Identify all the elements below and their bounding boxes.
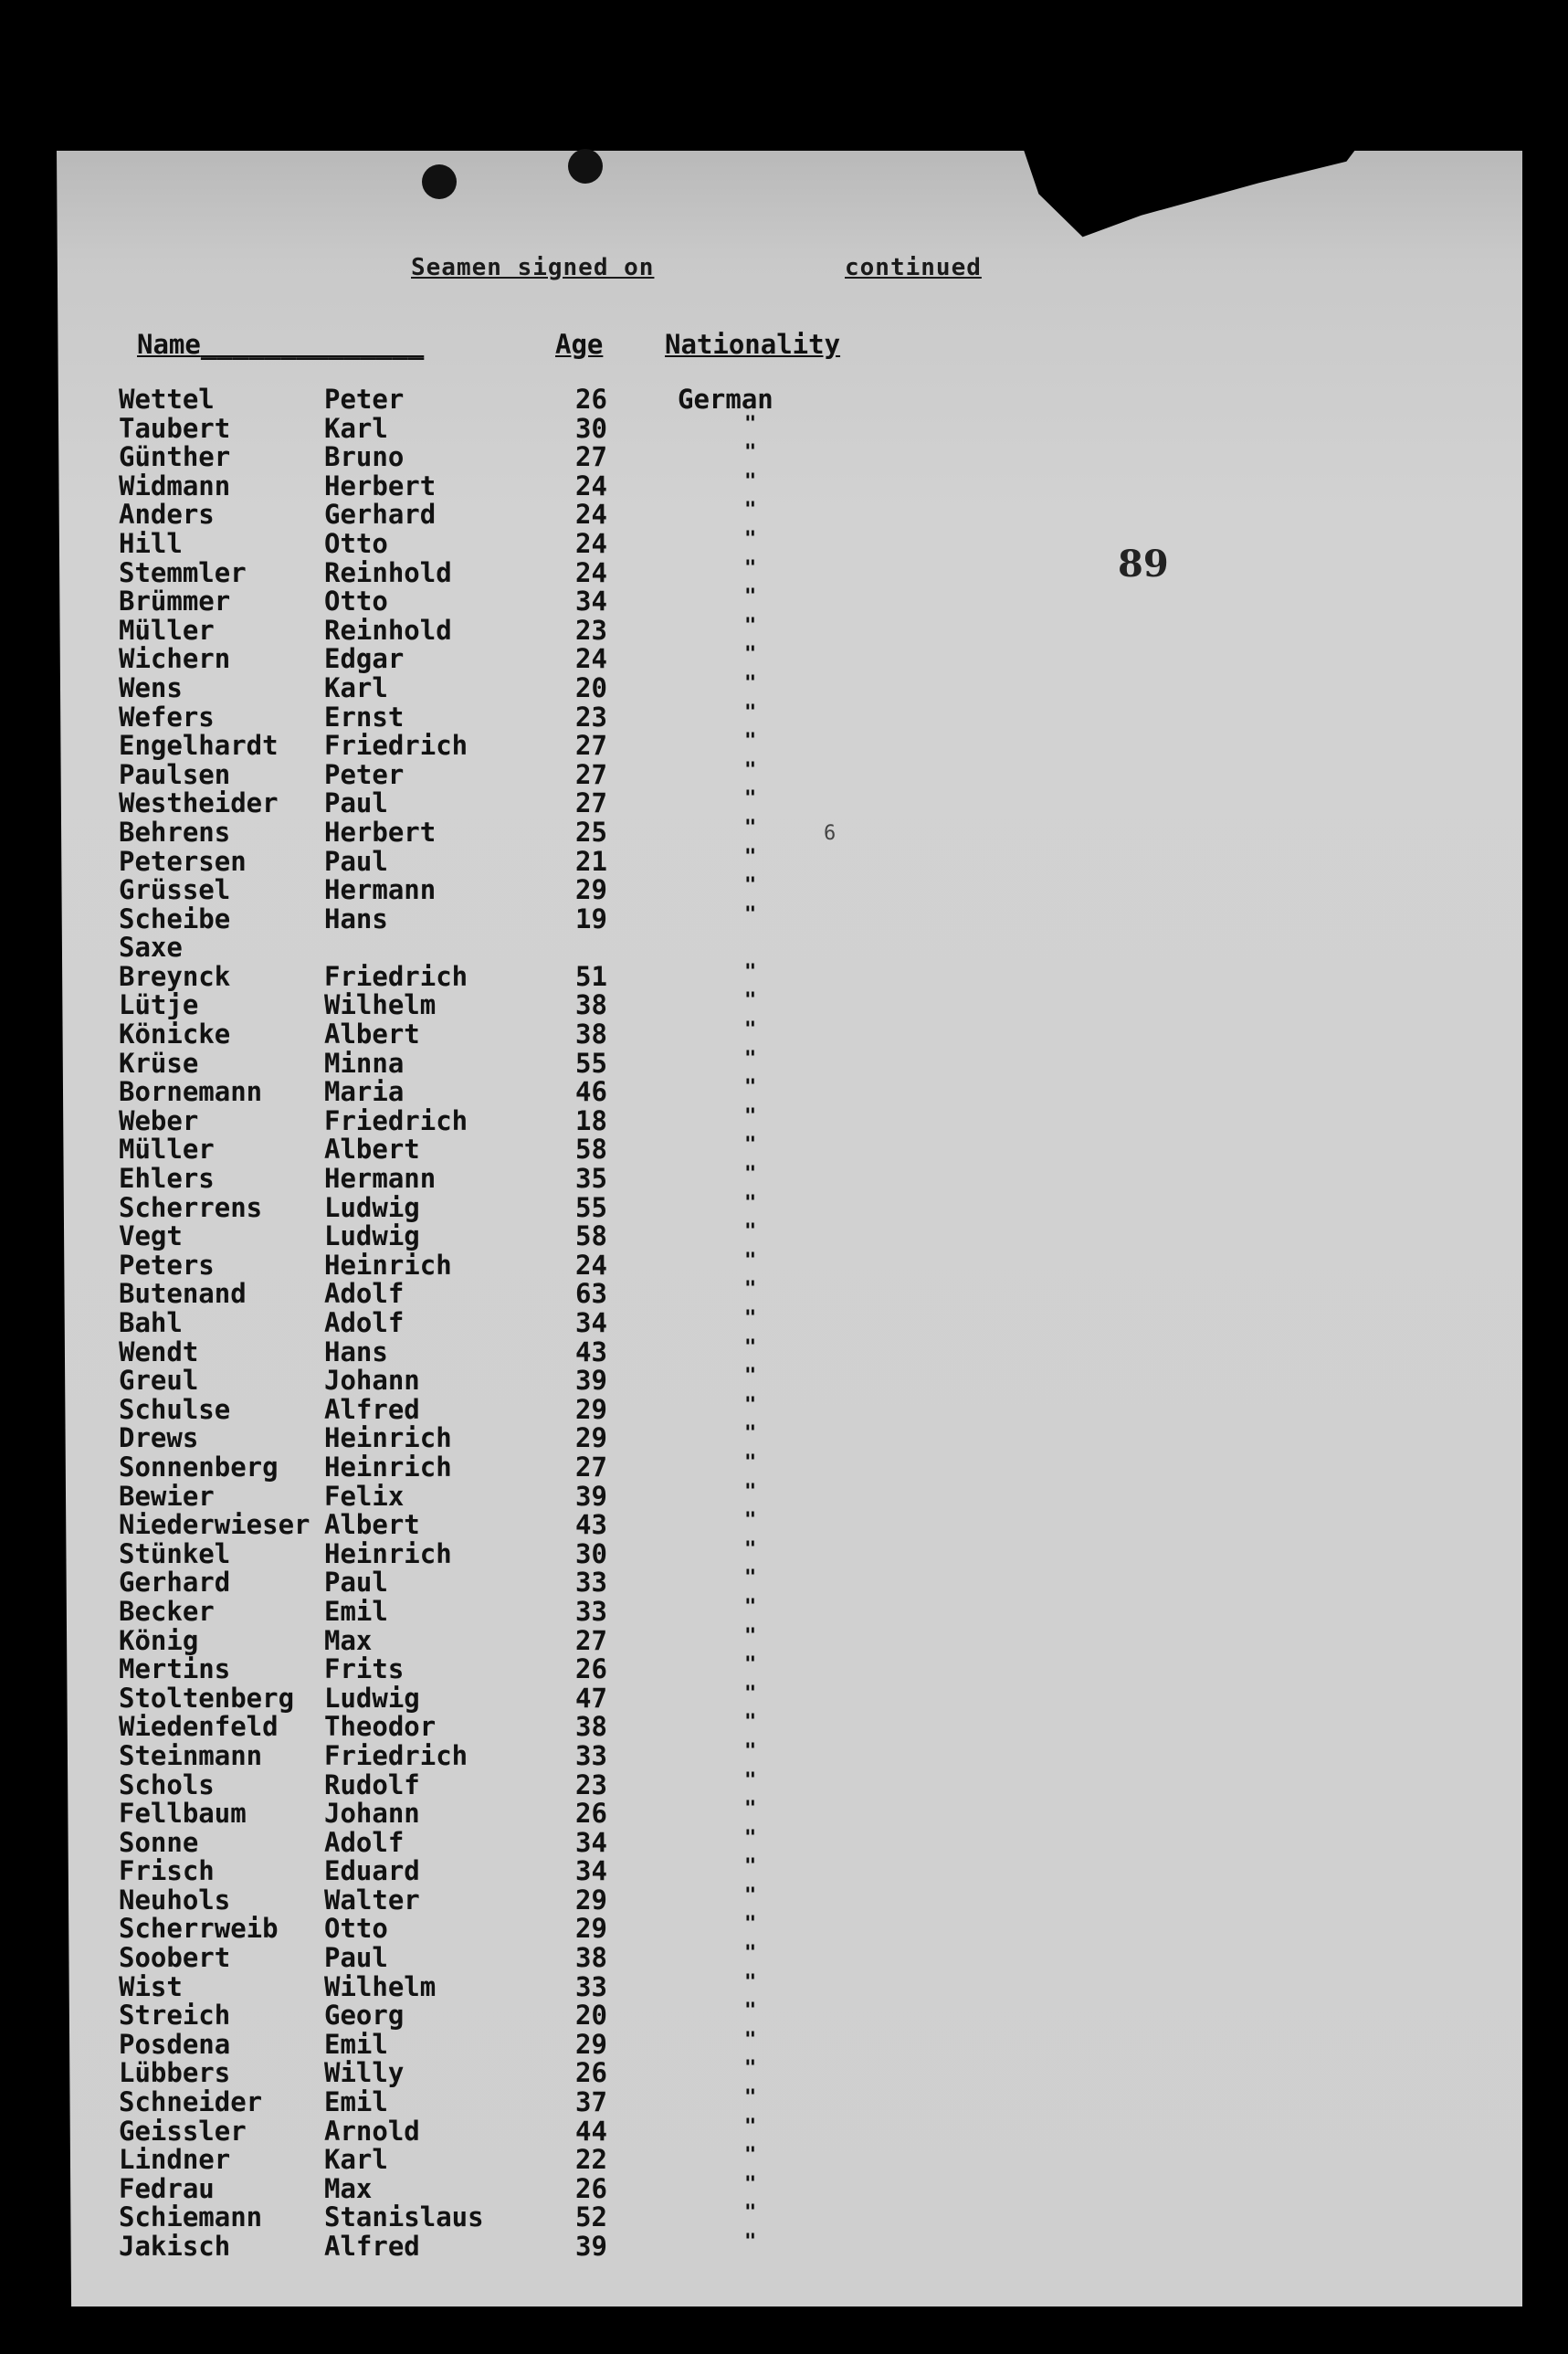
ditto-mark: " — [744, 441, 757, 465]
age-cell: 51 — [575, 960, 607, 992]
ditto-mark: " — [744, 1942, 757, 1966]
age-cell: 24 — [575, 470, 607, 501]
age-cell: 27 — [575, 1624, 607, 1656]
age-cell: 24 — [575, 556, 607, 588]
age-cell: 27 — [575, 1451, 607, 1483]
age-cell: 25 — [575, 816, 607, 848]
ditto-mark: " — [744, 1422, 757, 1446]
age-cell: 58 — [575, 1220, 607, 1252]
surname-cell: Wist — [119, 1970, 183, 2002]
ditto-mark: " — [744, 2115, 757, 2138]
age-cell: 26 — [575, 2057, 607, 2089]
first-name-cell: Adolf — [324, 1278, 405, 1310]
ditto-mark: " — [744, 1393, 757, 1417]
age-cell: 26 — [575, 1798, 607, 1830]
ditto-mark: " — [744, 1884, 757, 1907]
surname-cell: Vegt — [119, 1220, 183, 1252]
ditto-mark: " — [744, 1798, 757, 1821]
first-name-cell: Reinhold — [324, 614, 452, 646]
age-cell: 63 — [575, 1278, 607, 1310]
surname-cell: Wendt — [119, 1335, 199, 1367]
age-cell: 27 — [575, 758, 607, 790]
surname-cell: Westheider — [119, 787, 279, 819]
first-name-cell: Emil — [324, 1595, 388, 1627]
age-cell: 35 — [575, 1163, 607, 1195]
first-name-cell: Otto — [324, 527, 388, 559]
surname-cell: Scheibe — [119, 903, 231, 934]
ditto-mark: " — [744, 2000, 757, 2023]
surname-cell: Ehlers — [119, 1163, 215, 1195]
surname-cell: Neuhols — [119, 1884, 231, 1916]
ditto-mark: " — [744, 556, 757, 580]
surname-cell: Lindner — [119, 2144, 231, 2176]
age-cell: 21 — [575, 845, 607, 877]
first-name-cell: Paul — [324, 787, 388, 819]
surname-cell: Stünkel — [119, 1537, 231, 1569]
surname-cell: Weber — [119, 1104, 199, 1136]
ditto-mark: " — [744, 1134, 757, 1157]
first-name-cell: Otto — [324, 586, 388, 618]
ditto-mark: " — [744, 1970, 757, 1994]
surname-cell: Engelhardt — [119, 730, 279, 762]
surname-cell: Sonnenberg — [119, 1451, 279, 1483]
ditto-mark: " — [744, 499, 757, 523]
surname-cell: Müller — [119, 614, 215, 646]
ditto-mark: " — [744, 2144, 757, 2168]
ditto-mark: " — [744, 1104, 757, 1128]
age-cell: 27 — [575, 730, 607, 762]
ditto-mark: " — [744, 1595, 757, 1619]
ditto-mark: " — [744, 2231, 757, 2254]
age-cell: 29 — [575, 1393, 607, 1425]
ditto-mark: " — [744, 1249, 757, 1272]
ditto-mark: " — [744, 470, 757, 493]
ditto-mark: " — [744, 1739, 757, 1763]
first-name-cell: Emil — [324, 2086, 388, 2118]
ditto-mark: " — [744, 1653, 757, 1677]
first-name-cell: Ernst — [324, 701, 405, 733]
first-name-cell: Max — [324, 2172, 373, 2204]
age-cell: 24 — [575, 527, 607, 559]
ditto-mark: " — [744, 643, 757, 667]
age-cell: 43 — [575, 1509, 607, 1541]
surname-cell: Lübbers — [119, 2057, 231, 2089]
age-cell: 38 — [575, 1019, 607, 1050]
first-name-cell: Bruno — [324, 441, 405, 473]
age-cell: 39 — [575, 2231, 607, 2262]
surname-cell: Peters — [119, 1249, 215, 1281]
first-name-cell: Walter — [324, 1884, 420, 1916]
first-name-cell: Friedrich — [324, 1104, 468, 1136]
ditto-mark: " — [744, 1220, 757, 1244]
age-cell: 34 — [575, 1826, 607, 1858]
age-cell: 34 — [575, 1855, 607, 1887]
surname-cell: Gerhard — [119, 1567, 231, 1599]
age-cell: 46 — [575, 1076, 607, 1108]
ditto-mark: " — [744, 1567, 757, 1590]
ditto-mark: " — [744, 1624, 757, 1648]
ditto-mark: " — [744, 1855, 757, 1879]
first-name-cell: Felix — [324, 1480, 405, 1512]
age-cell: 43 — [575, 1335, 607, 1367]
first-name-cell: Wilhelm — [324, 989, 437, 1021]
first-name-cell: Friedrich — [324, 1739, 468, 1771]
ditto-mark: " — [744, 1191, 757, 1215]
first-name-cell: Ludwig — [324, 1682, 420, 1714]
punch-hole-right — [568, 149, 603, 184]
age-cell: 52 — [575, 2201, 607, 2233]
surname-cell: Günther — [119, 441, 231, 473]
surname-cell: Anders — [119, 499, 215, 531]
ditto-mark: " — [744, 2057, 757, 2081]
ditto-mark: " — [744, 1537, 757, 1561]
ditto-mark: " — [744, 1335, 757, 1359]
age-cell: 55 — [575, 1047, 607, 1079]
surname-cell: Widmann — [119, 470, 231, 501]
first-name-cell: Karl — [324, 671, 388, 703]
nationality-cell: German — [678, 384, 773, 415]
first-name-cell: Alfred — [324, 2231, 420, 2262]
age-cell: 27 — [575, 787, 607, 819]
first-name-cell: Albert — [324, 1134, 420, 1166]
ditto-mark: " — [744, 2086, 757, 2110]
ditto-mark: " — [744, 1913, 757, 1937]
ditto-mark: " — [744, 2028, 757, 2052]
ditto-mark: " — [744, 2201, 757, 2225]
surname-cell: Wiedenfeld — [119, 1711, 279, 1743]
document-page — [57, 151, 1522, 2306]
column-header-nationality: Nationality — [665, 329, 841, 360]
age-cell: 39 — [575, 1480, 607, 1512]
age-cell: 29 — [575, 1422, 607, 1454]
ditto-mark: " — [744, 671, 757, 695]
first-name-cell: Albert — [324, 1509, 420, 1541]
surname-cell: Wettel — [119, 384, 215, 415]
first-name-cell: Peter — [324, 758, 405, 790]
first-name-cell: Rudolf — [324, 1768, 420, 1800]
surname-cell: König — [119, 1624, 199, 1656]
surname-cell: Wefers — [119, 701, 215, 733]
surname-cell: Krüse — [119, 1047, 199, 1079]
first-name-cell: Heinrich — [324, 1451, 452, 1483]
first-name-cell: Willy — [324, 2057, 405, 2089]
first-name-cell: Emil — [324, 2028, 388, 2060]
first-name-cell: Heinrich — [324, 1249, 452, 1281]
surname-cell: Frisch — [119, 1855, 215, 1887]
ditto-mark: " — [744, 874, 757, 898]
age-cell: 29 — [575, 1884, 607, 1916]
age-cell: 33 — [575, 1739, 607, 1771]
first-name-cell: Ludwig — [324, 1191, 420, 1223]
column-header-name: Name______________ — [137, 329, 425, 360]
first-name-cell: Friedrich — [324, 730, 468, 762]
surname-cell: Stemmler — [119, 556, 247, 588]
age-cell: 58 — [575, 1134, 607, 1166]
first-name-cell: Otto — [324, 1913, 388, 1945]
stray-mark: 6 — [824, 822, 837, 845]
ditto-mark: " — [744, 412, 757, 436]
ditto-mark: " — [744, 614, 757, 638]
surname-cell: Schols — [119, 1768, 215, 1800]
ditto-mark: " — [744, 1365, 757, 1388]
age-cell: 23 — [575, 701, 607, 733]
surname-cell: Sonne — [119, 1826, 199, 1858]
surname-cell: Behrens — [119, 816, 231, 848]
age-cell: 26 — [575, 1653, 607, 1685]
age-cell: 20 — [575, 2000, 607, 2032]
age-cell: 38 — [575, 989, 607, 1021]
ditto-mark: " — [744, 1076, 757, 1100]
age-cell: 33 — [575, 1970, 607, 2002]
surname-cell: Butenand — [119, 1278, 247, 1310]
surname-cell: Soobert — [119, 1942, 231, 1974]
ditto-mark: " — [744, 960, 757, 984]
ditto-mark: " — [744, 1163, 757, 1187]
surname-cell: Taubert — [119, 412, 231, 444]
surname-cell: Drews — [119, 1422, 199, 1454]
surname-cell: Schiemann — [119, 2201, 263, 2233]
age-cell: 23 — [575, 614, 607, 646]
age-cell: 24 — [575, 1249, 607, 1281]
first-name-cell: Heinrich — [324, 1422, 452, 1454]
surname-cell: Streich — [119, 2000, 231, 2032]
first-name-cell: Friedrich — [324, 960, 468, 992]
ditto-mark: " — [744, 730, 757, 754]
ditto-mark: " — [744, 1307, 757, 1330]
first-name-cell: Heinrich — [324, 1537, 452, 1569]
surname-cell: Schneider — [119, 2086, 263, 2118]
age-cell: 18 — [575, 1104, 607, 1136]
surname-cell: Becker — [119, 1595, 215, 1627]
first-name-cell: Wilhelm — [324, 1970, 437, 2002]
surname-cell: Könicke — [119, 1019, 231, 1050]
ditto-mark: " — [744, 816, 757, 839]
ditto-mark: " — [744, 586, 757, 609]
age-cell: 20 — [575, 671, 607, 703]
surname-cell: Geissler — [119, 2115, 247, 2147]
surname-cell: Fedrau — [119, 2172, 215, 2204]
age-cell: 19 — [575, 903, 607, 934]
first-name-cell: Eduard — [324, 1855, 420, 1887]
ditto-mark: " — [744, 1826, 757, 1850]
surname-cell: Grüssel — [119, 874, 231, 906]
age-cell: 34 — [575, 586, 607, 618]
age-cell: 33 — [575, 1567, 607, 1599]
age-cell: 30 — [575, 412, 607, 444]
first-name-cell: Hans — [324, 903, 388, 934]
surname-cell: Scherrens — [119, 1191, 263, 1223]
first-name-cell: Arnold — [324, 2115, 420, 2147]
age-cell: 29 — [575, 874, 607, 906]
age-cell: 30 — [575, 1537, 607, 1569]
first-name-cell: Edgar — [324, 643, 405, 675]
surname-cell: Paulsen — [119, 758, 231, 790]
ditto-mark: " — [744, 1019, 757, 1042]
ditto-mark: " — [744, 1480, 757, 1504]
first-name-cell: Alfred — [324, 1393, 420, 1425]
surname-cell: Lütje — [119, 989, 199, 1021]
ditto-mark: " — [744, 1451, 757, 1474]
surname-cell: Niederwieser — [119, 1509, 310, 1541]
age-cell: 22 — [575, 2144, 607, 2176]
ditto-mark: " — [744, 1711, 757, 1735]
ditto-mark: " — [744, 1278, 757, 1302]
ditto-mark: " — [744, 701, 757, 724]
surname-cell: Fellbaum — [119, 1798, 247, 1830]
first-name-cell: Hermann — [324, 1163, 437, 1195]
age-cell: 26 — [575, 2172, 607, 2204]
ditto-mark: " — [744, 989, 757, 1013]
first-name-cell: Adolf — [324, 1826, 405, 1858]
first-name-cell: Reinhold — [324, 556, 452, 588]
age-cell: 37 — [575, 2086, 607, 2118]
first-name-cell: Paul — [324, 1942, 388, 1974]
age-cell: 38 — [575, 1711, 607, 1743]
page-number: 89 — [1118, 543, 1169, 586]
column-header-age: Age — [555, 329, 604, 360]
first-name-cell: Minna — [324, 1047, 405, 1079]
age-cell: 23 — [575, 1768, 607, 1800]
age-cell: 29 — [575, 2028, 607, 2060]
ditto-mark: " — [744, 787, 757, 811]
first-name-cell: Karl — [324, 2144, 388, 2176]
age-cell: 44 — [575, 2115, 607, 2147]
surname-cell: Bornemann — [119, 1076, 263, 1108]
first-name-cell: Herbert — [324, 470, 437, 501]
age-cell: 47 — [575, 1682, 607, 1714]
surname-cell: Scherrweib — [119, 1913, 279, 1945]
first-name-cell: Hans — [324, 1335, 388, 1367]
first-name-cell: Georg — [324, 2000, 405, 2032]
ditto-mark: " — [744, 1509, 757, 1533]
surname-cell: Posdena — [119, 2028, 231, 2060]
age-cell: 33 — [575, 1595, 607, 1627]
surname-cell: Breynck — [119, 960, 231, 992]
first-name-cell: Herbert — [324, 816, 437, 848]
ditto-mark: " — [744, 1768, 757, 1792]
ditto-mark: " — [744, 2172, 757, 2196]
surname-cell: Steinmann — [119, 1739, 263, 1771]
age-cell: 29 — [575, 1913, 607, 1945]
surname-cell: Jakisch — [119, 2231, 231, 2262]
surname-cell: Mertins — [119, 1653, 231, 1685]
surname-cell: Hill — [119, 527, 183, 559]
first-name-cell: Albert — [324, 1019, 420, 1050]
first-name-cell: Johann — [324, 1365, 420, 1397]
first-name-cell: Ludwig — [324, 1220, 420, 1252]
age-cell: 26 — [575, 384, 607, 415]
age-cell: 39 — [575, 1365, 607, 1397]
first-name-cell: Hermann — [324, 874, 437, 906]
first-name-cell: Paul — [324, 1567, 388, 1599]
first-name-cell: Theodor — [324, 1711, 437, 1743]
surname-cell: Bahl — [119, 1307, 183, 1338]
first-name-cell: Karl — [324, 412, 388, 444]
surname-cell: Bewier — [119, 1480, 215, 1512]
ditto-mark: " — [744, 903, 757, 926]
surname-cell: Wichern — [119, 643, 231, 675]
first-name-cell: Johann — [324, 1798, 420, 1830]
surname-cell: Greul — [119, 1365, 199, 1397]
surname-cell: Petersen — [119, 845, 247, 877]
ditto-mark: " — [744, 758, 757, 782]
age-cell: 55 — [575, 1191, 607, 1223]
first-name-cell: Max — [324, 1624, 373, 1656]
first-name-cell: Frits — [324, 1653, 405, 1685]
surname-cell: Schulse — [119, 1393, 231, 1425]
age-cell: 24 — [575, 643, 607, 675]
surname-cell: Saxe — [119, 932, 183, 964]
first-name-cell: Maria — [324, 1076, 405, 1108]
age-cell: 24 — [575, 499, 607, 531]
surname-cell: Brümmer — [119, 586, 231, 618]
first-name-cell: Gerhard — [324, 499, 437, 531]
first-name-cell: Stanislaus — [324, 2201, 484, 2233]
age-cell: 34 — [575, 1307, 607, 1338]
ditto-mark: " — [744, 1682, 757, 1705]
ditto-mark: " — [744, 845, 757, 869]
surname-cell: Stoltenberg — [119, 1682, 295, 1714]
surname-cell: Müller — [119, 1134, 215, 1166]
age-cell: 38 — [575, 1942, 607, 1974]
ditto-mark: " — [744, 1047, 757, 1071]
first-name-cell: Peter — [324, 384, 405, 415]
first-name-cell: Adolf — [324, 1307, 405, 1338]
header-continued: continued — [845, 254, 982, 281]
header-title: Seamen signed on — [411, 254, 655, 281]
first-name-cell: Paul — [324, 845, 388, 877]
age-cell: 27 — [575, 441, 607, 473]
punch-hole-left — [422, 164, 457, 199]
ditto-mark: " — [744, 527, 757, 551]
surname-cell: Wens — [119, 671, 183, 703]
